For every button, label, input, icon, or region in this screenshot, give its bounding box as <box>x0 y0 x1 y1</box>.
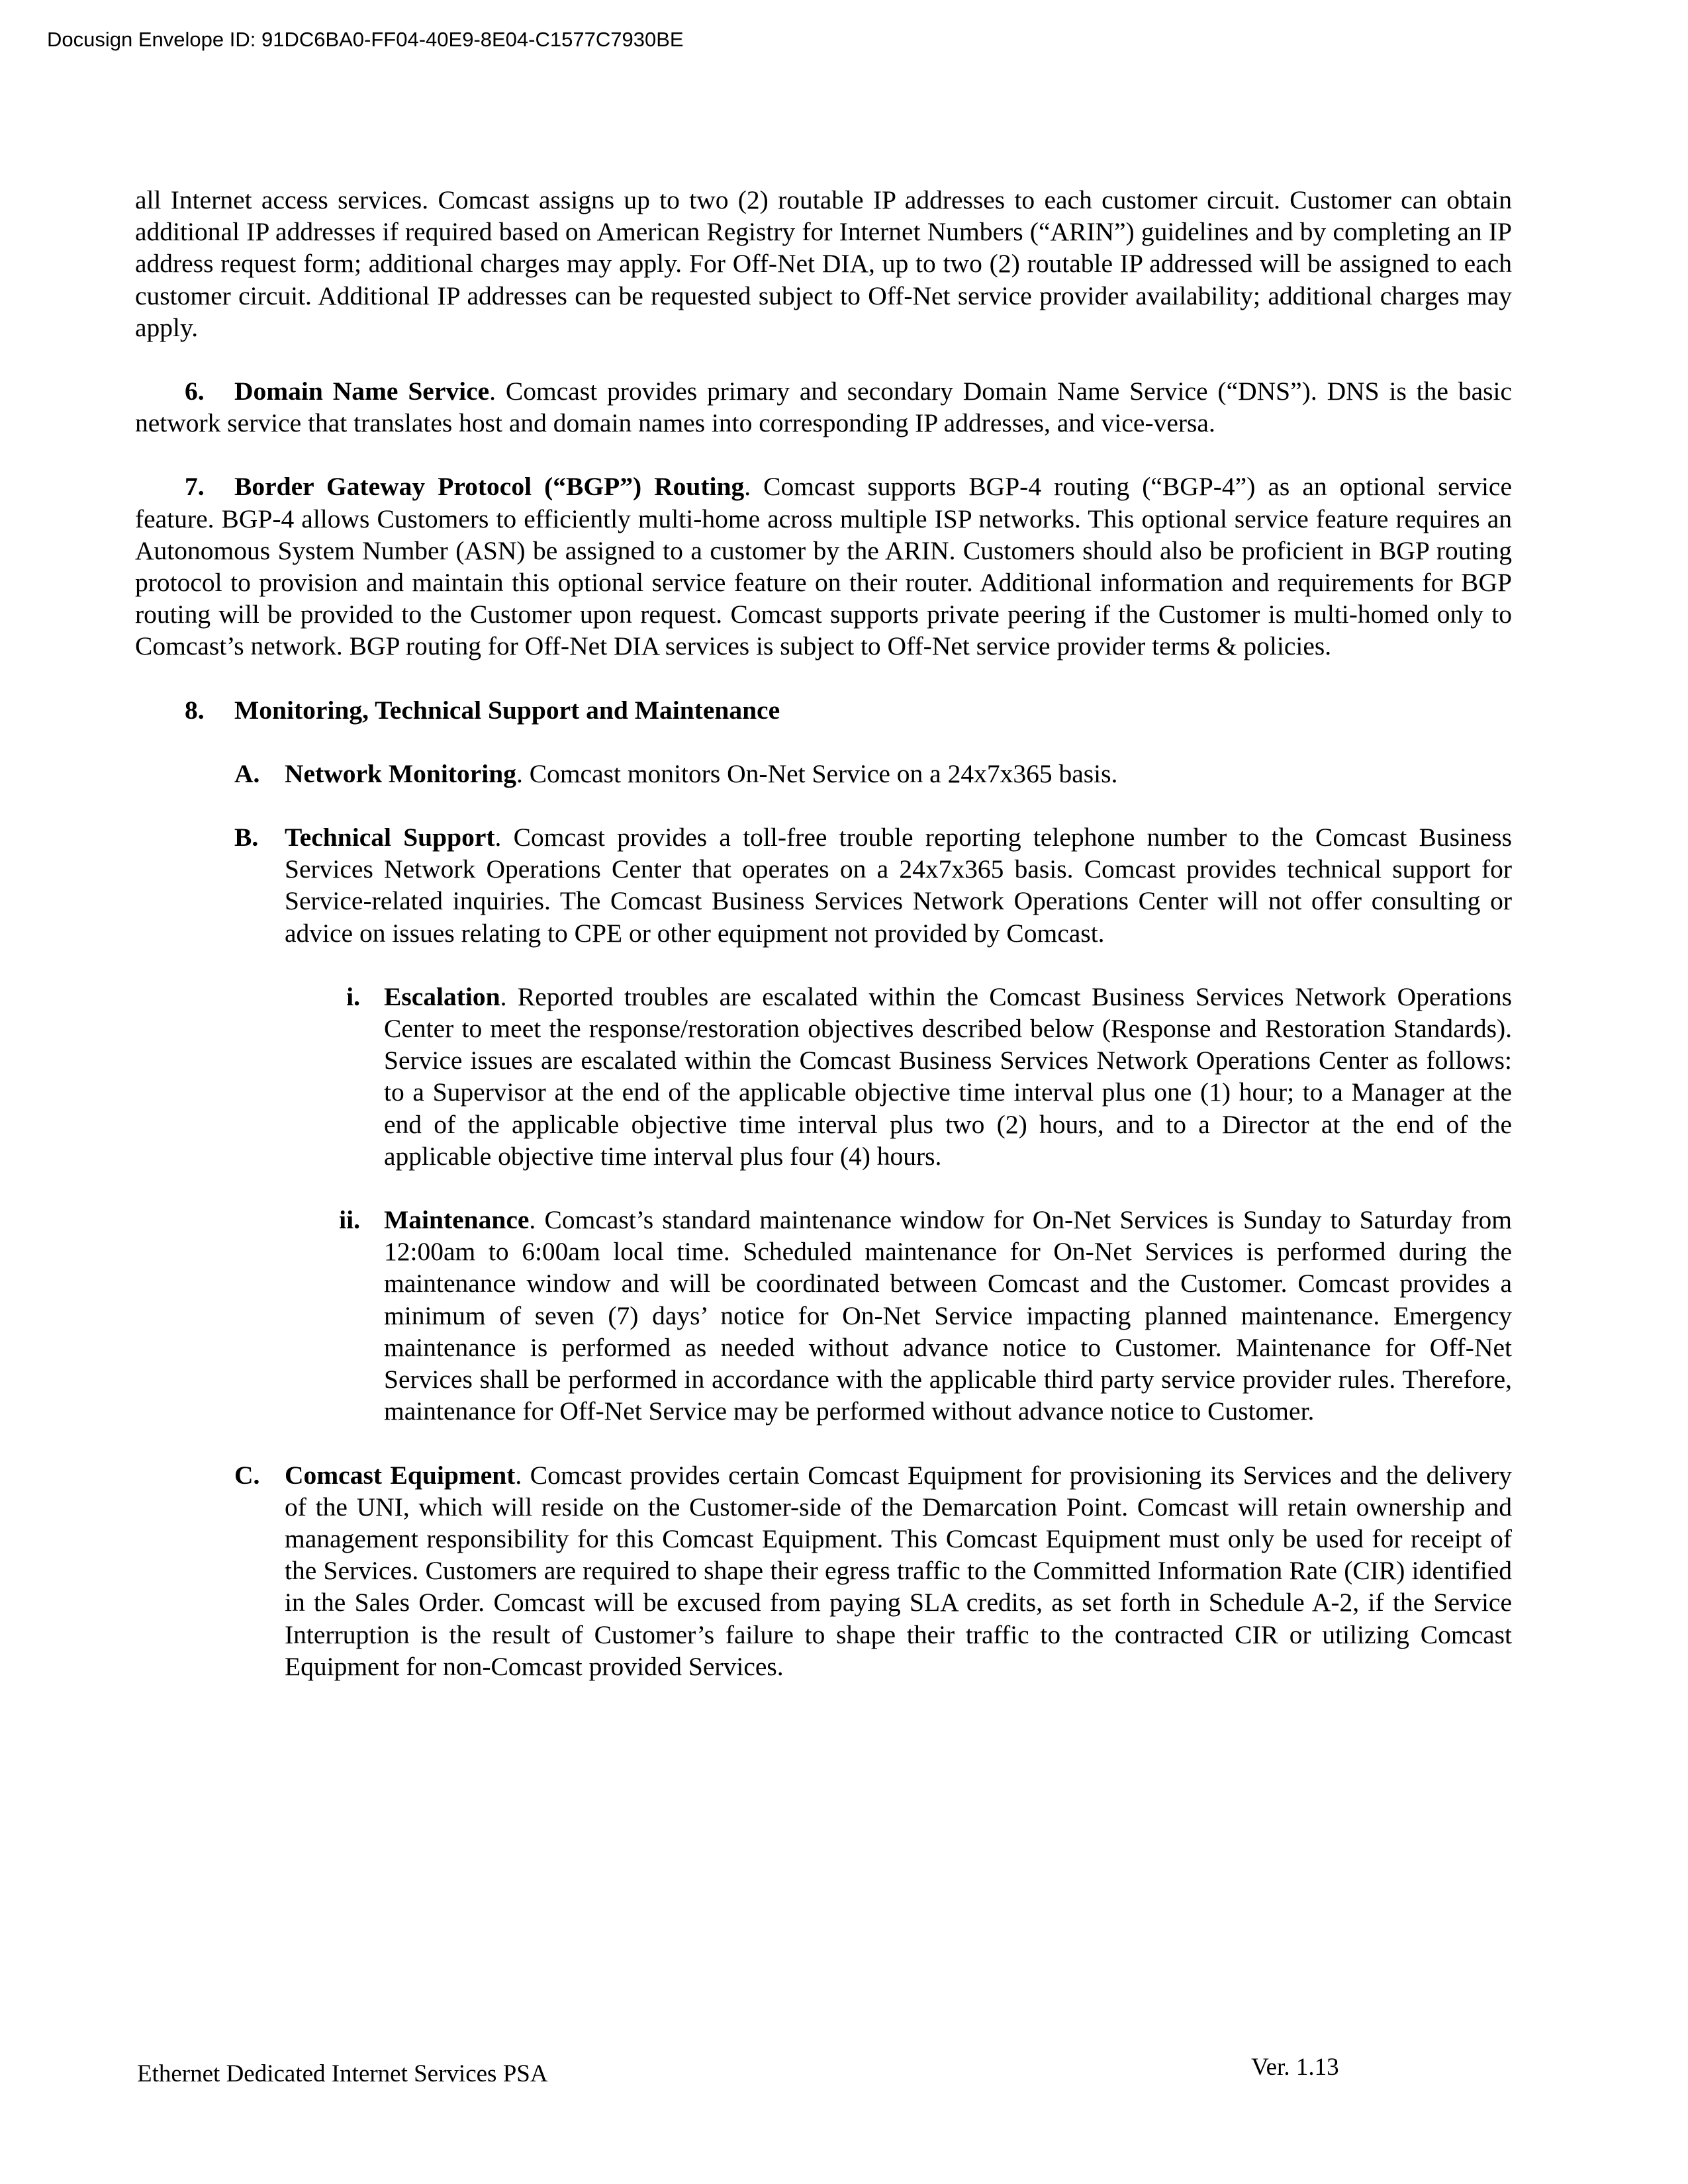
section-number: 7. <box>185 472 205 502</box>
footer-document-name: Ethernet Dedicated Internet Services PSA <box>137 2060 548 2087</box>
section-number: 6. <box>185 377 205 406</box>
section-7-bgp-routing <box>135 471 1512 662</box>
intro-paragraph: all Internet access services. Comcast assigns up to two (2) routable IP addresses to each customer circuit. Customer can obtain additional IP addresses if required based on American Registry for Internet Numbers (“ARIN”) guidelines and by completing an IP address request form; additional charges may apply. For Off-Net DIA, up to two (2) routable IP addressed will be assigned to each customer circuit. Additional IP addresses can be requested subject to Off-Net service provider availability; additional charges may apply. <box>135 185 1512 342</box>
subsection-text: . Comcast provides certain Comcast Equipment for provisioning its Services and the delivery of the UNI, which will reside on the Customer-side of the Demarcation Point. Comcast will retain ownership and management responsibility for this Comcast Equipment. This Comcast Equipment must only be used for receipt of the Services. Customers are required to shape their egress traffic to the Committed Information Rate (CIR) identified in the Sales Order. Comcast will be excused from paying SLA credits, as set forth in Schedule A-2, if the Service Interruption is the result of Customer’s failure to shape their traffic to the contracted CIR or utilizing Comcast Equipment for non-Comcast provided Services. <box>285 1460 1512 1681</box>
section-text: . Comcast supports BGP-4 routing (“BGP-4”) as an optional service feature. BGP-4 allows Customers to efficiently multi-home across multiple ISP networks. This optional service feature requires an Autonomous System Number (ASN) be assigned to a customer by the ARIN. Customers should also be proficient in BGP routing protocol to provision and maintain this optional service feature on their router. Additional information and requirements for BGP routing will be provided to the Customer upon request. Comcast supports private peering if the Customer is multi-homed only to Comcast’s network. BGP routing for Off-Net DIA services is subject to Off-Net service provider terms & policies. <box>135 472 1512 661</box>
item-mark: ii. <box>339 1205 360 1235</box>
subsection-text: . Comcast provides a toll-free trouble reporting telephone number to the Comcast Business Services Network Operations Center that operates on a 24x7x365 basis. Comcast provides technical support for Service-related inquiries. The Comcast Business Services Network Operations Center will not offer consulting or advice on issues relating to CPE or other equipment not provided by Comcast. <box>285 823 1512 948</box>
subsection-mark: C. <box>234 1460 260 1490</box>
subsection-title: Comcast Equipment <box>285 1460 516 1490</box>
subsection-text: . Comcast monitors On-Net Service on a 24x7x365 basis. <box>516 758 1118 788</box>
section-title: Border Gateway Protocol (“BGP”) Routing <box>234 472 745 502</box>
item-title: Maintenance <box>384 1205 530 1235</box>
subsection-b-technical-support <box>135 821 1512 949</box>
section-6-domain-name-service <box>135 375 1512 439</box>
section-number: 8. <box>185 695 205 725</box>
item-text: . Reported troubles are escalated within the Comcast Business Services Network Operations Center to meet the response/restoration objectives described below (Response and Restoration Standards). Service issues are escalated within the Comcast Business Services Network Operations Center as follows: to a Supervisor at the end of the applicable objective time interval plus one (1) hour; to a Manager at the end of the applicable objective time interval plus two (2) hours, and to a Director at the end of the applicable objective time interval plus four (4) hours. <box>384 981 1512 1171</box>
section-text: . Comcast provides primary and secondary Domain Name Service (“DNS”). DNS is the basic network service that translates host and domain names into corresponding IP addresses, and vice-versa. <box>135 377 1513 438</box>
footer-version: Ver. 1.13 <box>1251 2054 1339 2081</box>
subsection-c-comcast-equipment <box>135 1459 1512 1682</box>
section-title: Domain Name Service <box>234 377 490 406</box>
item-ii-maintenance <box>135 1204 1512 1427</box>
item-title: Escalation <box>384 981 500 1011</box>
section-8-heading <box>135 694 1512 726</box>
subsection-a-network-monitoring <box>135 758 1512 790</box>
subsection-mark: B. <box>234 823 259 852</box>
item-i-escalation <box>135 981 1512 1172</box>
subsection-title: Technical Support <box>285 823 495 852</box>
item-mark: i. <box>346 981 360 1011</box>
docusign-envelope-id: Docusign Envelope ID: 91DC6BA0-FF04-40E9-8E04-C1577C7930BE <box>47 28 684 51</box>
subsection-title: Network Monitoring <box>285 758 516 788</box>
section-title: Monitoring, Technical Support and Maintenance <box>234 695 780 725</box>
subsection-mark: A. <box>234 758 260 788</box>
item-text: . Comcast’s standard maintenance window for On-Net Services is Sunday to Saturday from 12:00am to 6:00am local time. Scheduled maintenance for On-Net Services is performed during the maintenance window and will be coordinated between Comcast and the Customer. Comcast provides a minimum of seven (7) days’ notice for On-Net Service impacting planned maintenance. Emergency maintenance is performed as needed without advance notice to Customer. Maintenance for Off-Net Services shall be performed in accordance with the applicable third party service provider rules. Therefore, maintenance for Off-Net Service may be performed without advance notice to Customer. <box>384 1205 1512 1426</box>
document-body <box>135 184 1512 1682</box>
